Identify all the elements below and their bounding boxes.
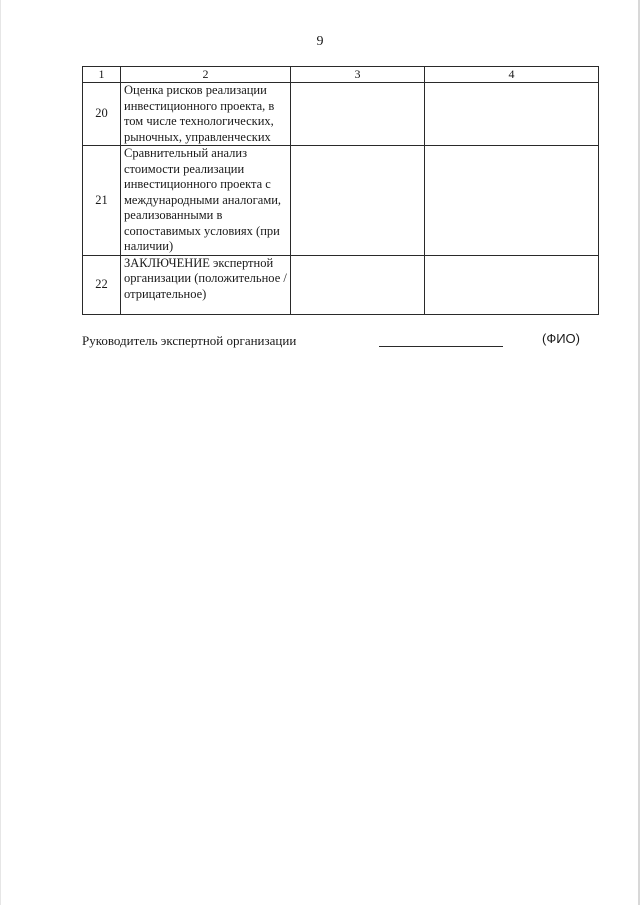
row-number: 21 [83, 146, 121, 256]
row-col4-cell [425, 255, 599, 314]
row-col3-cell [291, 146, 425, 256]
table-row [83, 255, 599, 314]
row-number: 22 [83, 255, 121, 314]
row-number: 20 [83, 83, 121, 146]
row-description: Оценка рисков реализации инвестиционного проекта, в том числе технологических, рыночных, управленческих [121, 83, 291, 146]
header-col-2: 2 [121, 67, 291, 83]
row-col3-cell [291, 83, 425, 146]
row-description: ЗАКЛЮЧЕНИЕ экспертной организации (положительное / отрицательное) [121, 255, 291, 314]
scan-edge-left [0, 0, 1, 905]
signature-underline [379, 346, 503, 347]
signature-fio: (ФИО) [542, 331, 580, 346]
page-number: 9 [316, 34, 324, 49]
table-header-row [83, 67, 599, 83]
row-col4-cell [425, 146, 599, 256]
header-col-4: 4 [425, 67, 599, 83]
evaluation-table [82, 66, 599, 315]
signature-label: Руководитель экспертной организации [82, 333, 297, 348]
row-description: Сравнительный анализ стоимости реализации инвестиционного проекта с международными аналогами, реализованными в сопоставимых условиях (при наличии) [121, 146, 291, 256]
row-col4-cell [425, 83, 599, 146]
table-row [83, 83, 599, 146]
header-col-3: 3 [291, 67, 425, 83]
header-col-1: 1 [83, 67, 121, 83]
table-row [83, 146, 599, 256]
row-col3-cell [291, 255, 425, 314]
